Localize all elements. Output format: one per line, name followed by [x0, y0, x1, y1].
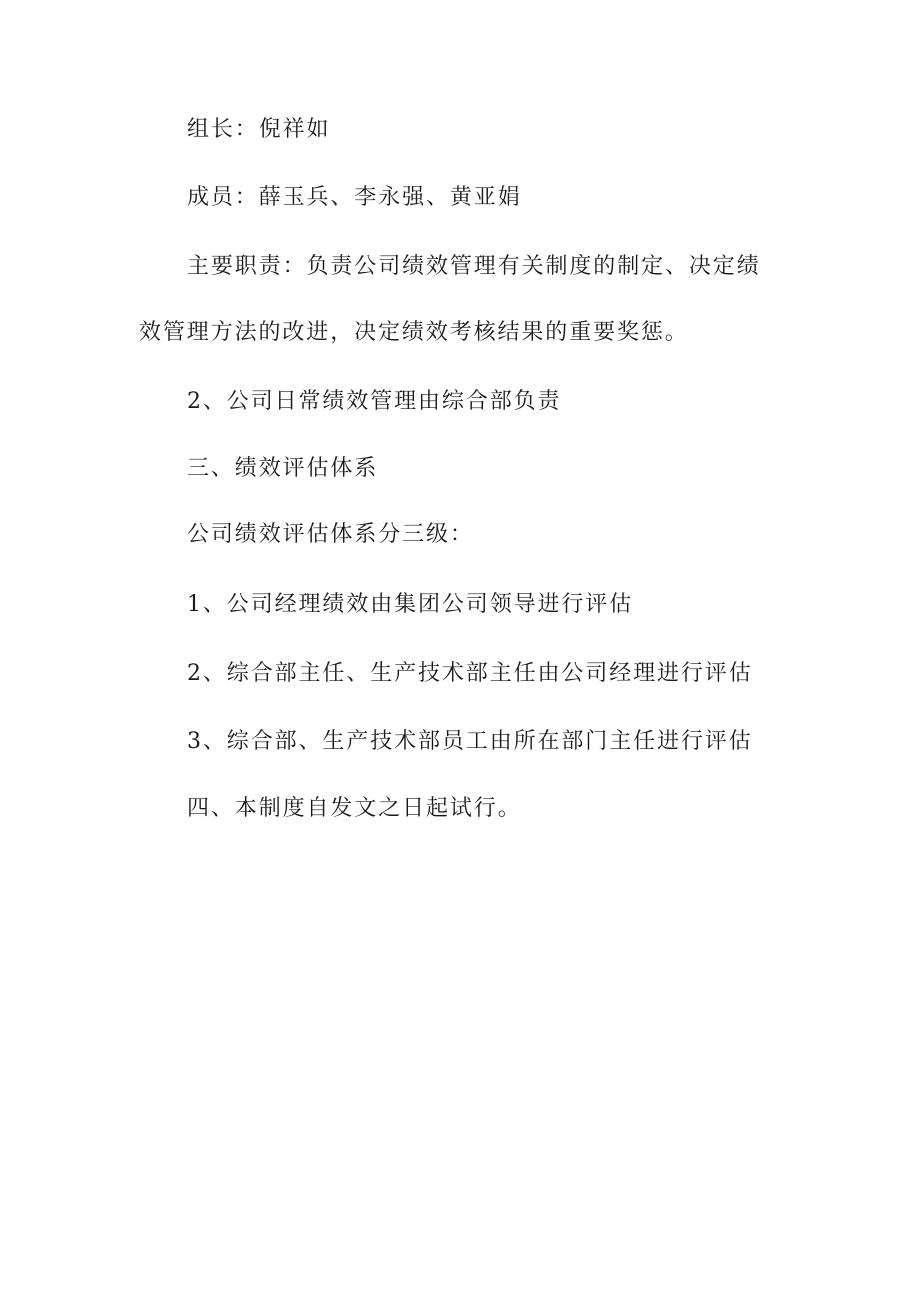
evaluation-level-2: 2、综合部主任、生产技术部主任由公司经理进行评估 [187, 661, 753, 686]
duties-line-2: 效管理方法的改进，决定绩效考核结果的重要奖惩。 [139, 320, 689, 345]
duties-line-1: 主要职责：负责公司绩效管理有关制度的制定、决定绩 [187, 254, 761, 279]
daily-management-line: 2、公司日常绩效管理由综合部负责 [187, 389, 562, 414]
group-members-line: 成员：薛玉兵、李永强、黄亚娟 [187, 185, 522, 210]
evaluation-level-3: 3、综合部、生产技术部员工由所在部门主任进行评估 [187, 729, 753, 754]
evaluation-level-1: 1、公司经理绩效由集团公司领导进行评估 [187, 592, 634, 617]
group-leader-line: 组长：倪祥如 [187, 117, 331, 142]
evaluation-levels-intro: 公司绩效评估体系分三级： [187, 522, 474, 547]
section-heading-effective-date: 四、本制度自发文之日起试行。 [187, 796, 522, 821]
section-heading-evaluation-system: 三、绩效评估体系 [187, 456, 379, 481]
